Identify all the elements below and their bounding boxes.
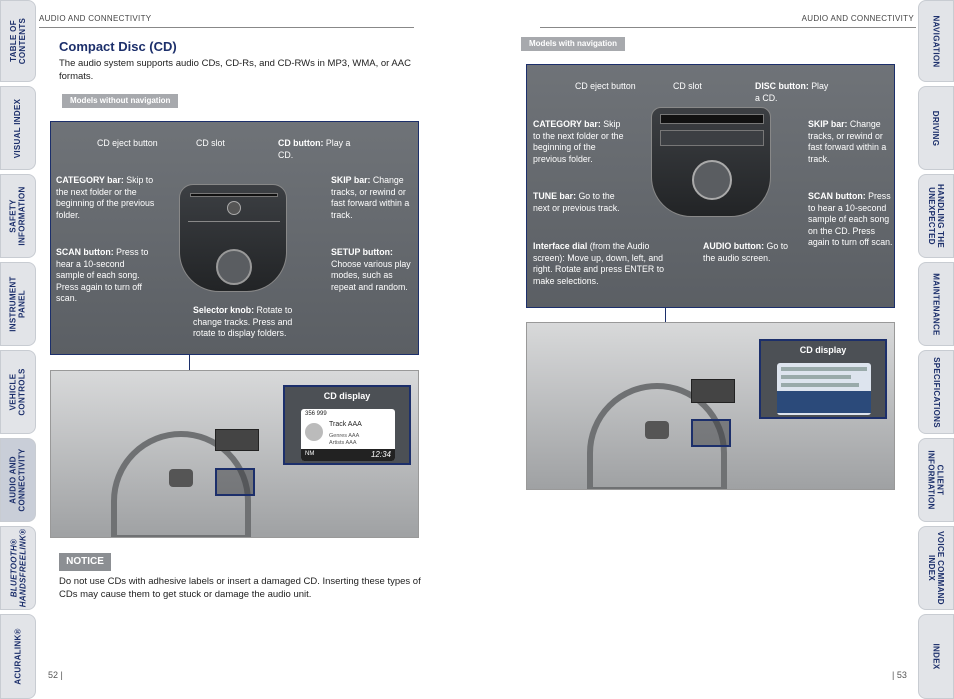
audio-unit-diagram-nav <box>526 64 895 308</box>
display-mode: NM <box>305 451 315 457</box>
label-category-bar <box>56 175 156 221</box>
header-left: AUDIO AND CONNECTIVITY <box>39 14 152 23</box>
label-cd-eject: CD eject button <box>97 138 158 148</box>
label-tune-bar <box>533 191 625 214</box>
display-artist: Artists AAA <box>329 440 357 446</box>
nav-button-row <box>660 130 764 146</box>
nav-acura-logo <box>645 421 669 439</box>
audio-unit-image <box>179 184 287 292</box>
disc-desc: Play a CD. <box>755 81 829 103</box>
audio-desc: Go to the audio screen. <box>703 241 789 263</box>
display-track-name: Track AAA <box>329 421 362 428</box>
nav-cd-slot-graphic <box>660 114 764 124</box>
label-nav-cd-eject: CD eject button <box>575 81 636 91</box>
nav-skip-desc: Change tracks, or rewind or fast forward within a track. <box>808 119 887 164</box>
tab-navigation[interactable]: NAVIGATION <box>918 0 954 82</box>
tab-table-of-contents[interactable]: TABLE OF CONTENTS <box>0 0 36 82</box>
audio-unit-highlight <box>215 468 255 496</box>
page-number-right: | 53 <box>892 670 907 680</box>
label-nav-scan-button <box>808 191 894 249</box>
cd-display-screen <box>301 409 395 461</box>
tab-acuralink[interactable]: ACURALINK® <box>0 614 36 699</box>
volume-knob <box>227 201 241 215</box>
tab-driving[interactable]: DRIVING <box>918 86 954 170</box>
nav-audio-unit-image <box>651 107 771 217</box>
header-rule-left <box>39 27 414 28</box>
selector-desc: Rotate to change tracks. Press and rotate to display folders. <box>193 305 293 338</box>
interface-dial-graphic <box>692 160 732 200</box>
dashboard-photo-no-nav <box>50 370 419 538</box>
scan-desc: Press to hear a 10-second sample of each song. Press again to turn off scan. <box>56 247 149 303</box>
label-nav-category-bar <box>533 119 629 165</box>
label-scan-button <box>56 247 152 305</box>
label-cd-button <box>278 138 358 161</box>
skip-term: SKIP bar: <box>331 175 371 185</box>
button-row-divider <box>188 221 280 222</box>
label-nav-skip-bar <box>808 119 894 165</box>
category-term: CATEGORY bar: <box>56 175 124 185</box>
nav-scan-term: SCAN button: <box>808 191 866 201</box>
interface-desc: (from the Audio screen): Move up, down, left, and right. Rotate and press ENTER to make selections. <box>533 241 665 286</box>
label-cd-slot: CD slot <box>196 138 225 148</box>
cd-display-title: CD display <box>323 391 371 401</box>
tune-desc: Go to the next or previous track. <box>533 191 620 213</box>
acura-logo <box>169 469 193 487</box>
tab-audio-and-connectivity[interactable]: AUDIO AND CONNECTIVITY <box>0 438 36 522</box>
nav-scan-desc: Press to hear a 10-second sample of each song on the CD. Press again to turn off scan. <box>808 191 893 247</box>
intro-text: The audio system supports audio CDs, CD-Rs, and CD-RWs in MP3, WMA, or AAC formats. <box>59 58 411 82</box>
label-nav-cd-slot: CD slot <box>673 81 702 91</box>
nav-category-term: CATEGORY bar: <box>533 119 601 129</box>
audio-term: AUDIO button: <box>703 241 765 251</box>
header-rule-right <box>540 27 916 28</box>
audio-unit-diagram-no-nav <box>50 121 419 355</box>
setup-desc: Choose various play modes, such as repeat and random. <box>331 258 411 292</box>
display-folder-track: 356 999 <box>305 411 327 417</box>
center-screen <box>215 429 259 451</box>
nav-cd-display-screen <box>777 363 871 415</box>
nav-category-desc: Skip to the next folder or the beginning of the previous folder. <box>533 119 624 164</box>
page-title: Compact Disc (CD) <box>59 39 177 54</box>
cd-slot-graphic <box>190 193 278 197</box>
notice-text: Do not use CDs with adhesive labels or insert a damaged CD. Inserting these types of CDs may cause them to get stuck or damage the audio unit. <box>59 576 421 600</box>
tab-bluetooth-handsfreelink[interactable]: BLUETOOTH® HANDSFREELINK® <box>0 526 36 610</box>
nav-audio-unit-highlight <box>691 419 731 447</box>
models-without-navigation-tag: Models without navigation <box>62 94 178 108</box>
tab-visual-index[interactable]: VISUAL INDEX <box>0 86 36 170</box>
label-selector-knob <box>193 305 305 340</box>
display-time: 12:34 <box>370 450 391 459</box>
selector-knob-graphic <box>216 249 252 285</box>
disc-term: DISC button: <box>755 81 809 91</box>
tab-index[interactable]: INDEX <box>918 614 954 699</box>
tab-vehicle-controls[interactable]: VEHICLE CONTROLS <box>0 350 36 434</box>
tab-specifications[interactable]: SPECIFICATIONS <box>918 350 954 434</box>
tab-maintenance[interactable]: MAINTENANCE <box>918 262 954 346</box>
category-desc: Skip to the next folder or the beginning of the previous folder. <box>56 175 155 220</box>
tab-handling-the-unexpected[interactable]: HANDLING THE UNEXPECTED <box>918 174 954 258</box>
label-interface-dial <box>533 241 665 287</box>
models-with-navigation-tag: Models with navigation <box>521 37 625 51</box>
skip-desc: Change tracks, or rewind or fast forward within a track. <box>331 175 410 220</box>
tune-term: TUNE bar: <box>533 191 577 201</box>
label-setup-button <box>331 247 419 293</box>
nav-skip-term: SKIP bar: <box>808 119 848 129</box>
display-genre: Genres AAA <box>329 433 360 439</box>
page-number-left: 52 | <box>48 670 63 680</box>
scan-term: SCAN button: <box>56 247 114 257</box>
nav-cd-display-title: CD display <box>799 345 847 355</box>
nav-display-line-3 <box>781 383 859 387</box>
nav-display-line-2 <box>781 375 851 379</box>
interface-term: Interface dial <box>533 241 588 251</box>
nav-cd-display-callout <box>759 339 887 419</box>
label-skip-bar <box>331 175 417 221</box>
setup-term: SETUP button: <box>331 247 393 257</box>
left-section-tabs <box>0 0 36 699</box>
nav-display-track-list <box>777 391 871 413</box>
cd-button-desc: Play a CD. <box>278 138 351 160</box>
header-right: AUDIO AND CONNECTIVITY <box>801 14 914 23</box>
tab-client-information[interactable]: CLIENT INFORMATION <box>918 438 954 522</box>
nav-center-screen <box>691 379 735 403</box>
dashboard-photo-nav <box>526 322 895 490</box>
notice-label: NOTICE <box>59 553 111 571</box>
cd-button-term: CD button: <box>278 138 324 148</box>
tab-instrument-panel[interactable]: INSTRUMENT PANEL <box>0 262 36 346</box>
right-section-tabs <box>918 0 954 699</box>
nav-display-line-1 <box>781 367 867 371</box>
label-disc-button <box>755 81 835 104</box>
tab-safety-information[interactable]: SAFETY INFORMATION <box>0 174 36 258</box>
cd-display-callout <box>283 385 411 465</box>
label-audio-button <box>703 241 793 264</box>
tab-voice-command-index[interactable]: VOICE COMMAND INDEX <box>918 526 954 610</box>
display-status-bar <box>301 449 395 461</box>
cd-icon <box>305 423 323 441</box>
selector-term: Selector knob: <box>193 305 255 315</box>
